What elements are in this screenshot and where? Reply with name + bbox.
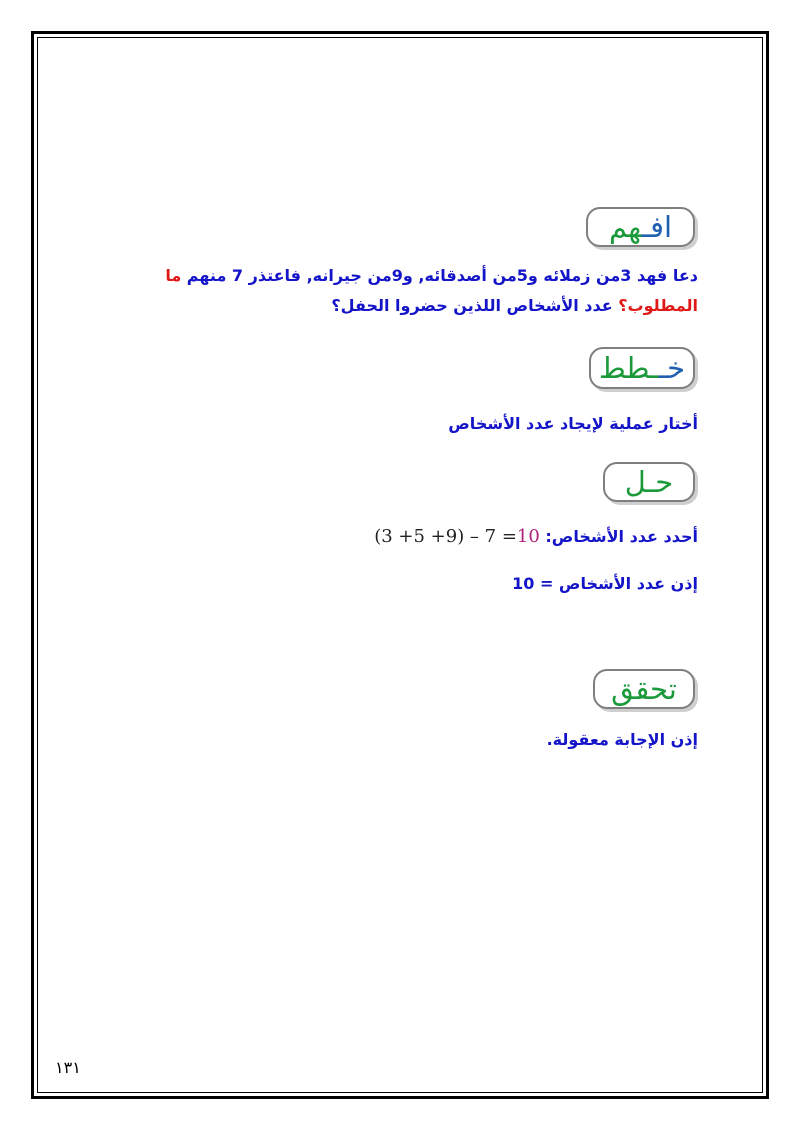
plan-heading-box — [589, 347, 695, 389]
understand-heading — [608, 209, 673, 244]
problem-red-2: المطلوب؟ — [618, 296, 698, 315]
plan-text: أختار عملية لإيجاد عدد الأشخاص — [448, 414, 698, 433]
problem-red-1: ما — [165, 266, 182, 285]
solve-heading-part2: ل — [624, 464, 647, 499]
solve-label: أحدد عدد الأشخاص: — [545, 527, 698, 546]
check-heading: تحقق — [611, 671, 677, 706]
solve-heading — [624, 464, 674, 499]
solve-heading-part1: حـ — [646, 464, 674, 499]
solve-heading-box — [603, 462, 695, 502]
check-heading-box — [593, 669, 695, 709]
understand-heading-part2: هم — [608, 209, 642, 244]
understand-heading-box — [586, 207, 695, 247]
problem-text-2: عدد الأشخاص اللذين حضروا الحفل؟ — [331, 296, 619, 315]
problem-text-1: دعا فهد 3من زملائه و5من أصدقائه, و9من جيرانه, فاعتذر 7 منهم — [181, 266, 698, 285]
equation-result: 10 — [516, 526, 540, 547]
solve-equation — [374, 526, 540, 547]
page-border-inner — [37, 37, 763, 1093]
problem-line-1 — [165, 266, 698, 285]
problem-line-2 — [331, 296, 698, 315]
check-text: إذن الإجابة معقولة. — [546, 730, 698, 749]
solve-result-text: إذن عدد الأشخاص = 10 — [512, 574, 698, 593]
equation-expression: (3 +5 +9) – 7 = — [374, 526, 517, 547]
plan-heading-part2: ـطط — [598, 350, 659, 385]
solve-equation-line — [374, 526, 698, 547]
understand-heading-part1: افـ — [641, 209, 673, 244]
plan-heading — [598, 350, 686, 385]
page-number: ١٣١ — [55, 1058, 81, 1077]
plan-heading-part1: خـ — [658, 350, 686, 385]
